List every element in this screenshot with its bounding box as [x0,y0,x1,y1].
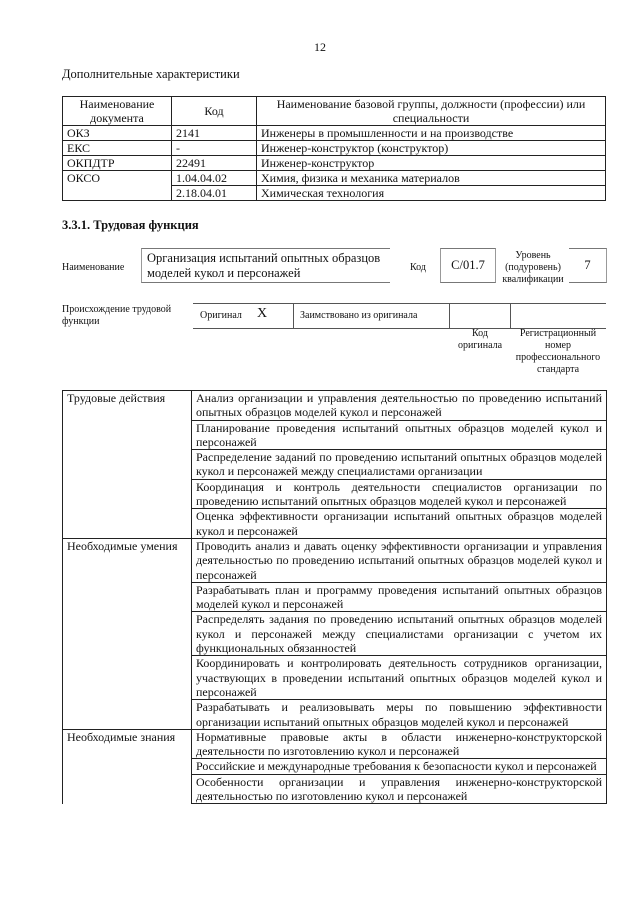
list-item: Анализ организации и управления деятельностью по проведению испытаний опытных образцов моделей кукол и персонажей [192,391,607,421]
row-group-name: Инженеры в промышленности и на производстве [257,126,606,141]
table-row [63,656,607,700]
additional-characteristics-title: Дополнительные характеристики [62,67,240,81]
list-item: Планирование проведения испытаний опытных образцов моделей кукол и персонажей [192,420,607,450]
row-code: 2.18.04.01 [172,186,257,201]
group-name-required-skills: Необходимые умения [63,538,192,582]
list-item: Распределять задания по проведению испытаний опытных образцов моделей кукол и персонажей между специалистами организации с учетом их функциональных обязанностей [192,612,607,656]
row-code: 1.04.04.02 [172,171,257,186]
borrowed-label: Заимствовано из оригинала [300,310,418,321]
table-row [63,538,607,582]
group-name-required-knowledge: Необходимые знания [63,729,192,759]
list-item: Проводить анализ и давать оценку эффективности организации и управления деятельностью по проведению испытаний опытных образцов моделей кукол и персонажей [192,538,607,582]
row-document: ОКЗ [63,126,172,141]
qualification-level-label: Уровень (подуровень) квалификации [502,250,564,285]
list-item: Оценка эффективности организации испытаний опытных образцов моделей кукол и персонажей [192,509,607,539]
function-name-box [141,248,390,283]
origin-row [193,303,606,329]
qualification-level-box [569,248,607,283]
table-row [63,582,607,612]
row-code: 22491 [172,156,257,171]
origin-label: Происхождение трудовой функции [62,304,172,327]
table-row [63,759,607,774]
list-item: Координация и контроль деятельности специалистов организации по проведению испытаний опытных образцов моделей кукол и персонажей [192,479,607,509]
header-group-name: Наименование базовой группы, должности (профессии) или специальности [257,97,606,126]
origin-code-label: Код оригинала [457,328,503,351]
header-document-name: Наименование документа [63,97,172,126]
table-row [63,774,607,804]
name-label: Наименование [62,262,125,273]
page-number: 12 [314,40,326,54]
row-group-name: Химия, физика и механика материалов [257,171,606,186]
list-item: Российские и международные требования к безопасности кукол и персонажей [192,759,607,774]
table-row [63,141,606,156]
list-item: Координировать и контролировать деятельность сотрудников организации, участвующих в проведении испытаний опытных образцов моделей кукол и персонажей [192,656,607,700]
list-item: Разрабатывать план и программу проведения испытаний опытных образцов моделей кукол и персонажей [192,582,607,612]
table-row [63,126,606,141]
table-row [63,700,607,730]
function-details-table [62,390,607,804]
table-row [63,171,606,186]
table-row [63,612,607,656]
registration-number-label: Регистрационный номер профессионального стандарта [515,328,601,375]
origin-code-cell [450,304,511,328]
original-mark: Х [257,306,268,321]
row-code: 2141 [172,126,257,141]
row-document: ЕКС [63,141,172,156]
list-item: Распределение заданий по проведению испытаний опытных образцов моделей кукол и персонажей между специалистами организации [192,450,607,480]
row-group-name: Инженер-конструктор [257,156,606,171]
table-row [63,450,607,480]
qualification-level-value: 7 [584,258,591,272]
borrowed-cell [294,304,450,328]
list-item: Нормативные правовые акты в области инженерно-конструкторской деятельности по изготовлению кукол и персонажей [192,729,607,759]
list-item: Разрабатывать и реализовывать меры по повышению эффективности организации испытаний опытных образцов моделей кукол и персонажей [192,700,607,730]
table-row [63,420,607,450]
row-document: ОКСО [63,171,172,186]
table-row [63,186,606,201]
labor-function-title: 3.3.1. Трудовая функция [62,218,199,232]
group-name-labor-actions: Трудовые действия [63,391,192,421]
table-row [63,509,607,539]
table-row [63,391,607,421]
row-group-name: Инженер-конструктор (конструктор) [257,141,606,156]
function-code-box [440,248,496,283]
list-item: Особенности организации и управления инженерно-конструкторской деятельностью по изготовлению кукол и персонажей [192,774,607,804]
original-cell [193,304,294,328]
original-label: Оригинал [200,310,242,321]
header-code: Код [172,97,257,126]
row-document: ОКПДТР [63,156,172,171]
function-code-value: С/01.7 [451,258,485,272]
row-group-name: Химическая технология [257,186,606,201]
table-row [63,156,606,171]
table-row [63,729,607,759]
row-code: - [172,141,257,156]
function-name-value: Организация испытаний опытных образцов моделей кукол и персонажей [147,251,381,280]
table-row [63,479,607,509]
code-label: Код [410,262,426,273]
characteristics-table [62,96,606,201]
row-document [63,186,172,201]
characteristics-header-row [63,97,606,126]
